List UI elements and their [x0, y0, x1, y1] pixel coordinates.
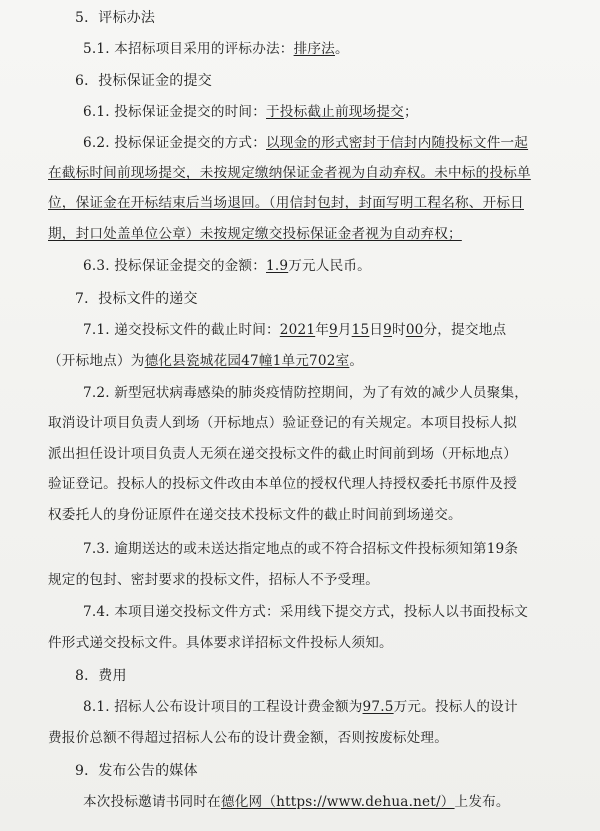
- clause-7-3-line2: 规定的包封、密封要求的投标文件，招标人不予受理。: [48, 572, 380, 588]
- clause-7-4-line1: 7.4. 本项目递交投标文件方式：采用线下提交方式，投标人以书面投标文: [83, 604, 529, 620]
- section-6-heading: 6．投标保证金的提交: [75, 73, 212, 89]
- clause-7-2-line4: 验证登记。投标人的投标文件改由本单位的授权代理人持授权委托书原件及授: [48, 476, 517, 492]
- clause-6-2-line1: 6.2. 投标保证金提交的方式：以现金的形式密封于信封内随投标文件一起: [83, 135, 529, 151]
- clause-6-2-line4: 期，封口处盖单位公章）未按规定缴交投标保证金者视为自动弃权；: [48, 226, 462, 242]
- clause-7-2-line2: 取消设计项目负责人到场（开标地点）验证登记的有关规定。本项目投标人拟: [48, 415, 517, 431]
- clause-7-2-line3: 派出担任设计项目负责人无须在递交投标文件的截止时间前到场（开标地点）: [48, 446, 517, 462]
- clause-6-2-line2: 在截标时间前现场提交，未按规定缴纳保证金者视为自动弃权。未中标的投标单: [48, 165, 531, 181]
- section-9-heading: 9．发布公告的媒体: [75, 763, 198, 779]
- clause-8-1-line1: 8.1. 招标人公布设计项目的工程设计费金额为97.5万元。投标人的设计: [83, 699, 518, 715]
- clause-7-4-line2: 件形式递交投标文件。具体要求详招标文件投标人须知。: [48, 635, 393, 651]
- clause-7-2-line5: 权委托人的身份证原件在递交技术投标文件的截止时间前到场递交。: [48, 507, 462, 523]
- clause-7-2-line1: 7.2. 新型冠状病毒感染的肺炎疫情防控期间，为了有效的减少人员聚集，: [83, 385, 529, 401]
- clause-6-2-line3: 位，保证金在开标结束后当场退回。（用信封包封，封面写明工程名称、开标日: [48, 195, 524, 211]
- clause-7-1-line2: （开标地点）为德化县瓷城花园47幢1单元702室。: [48, 353, 364, 369]
- clause-5-1: 5.1. 本招标项目采用的评标办法：排序法。: [83, 41, 349, 57]
- clause-8-1-line2: 费报价总额不得超过招标人公布的设计费金额，否则按废标处理。: [48, 730, 449, 746]
- dehua-website-link[interactable]: 德化网（https://www.dehua.net/）: [220, 794, 455, 810]
- publication-media-line: 本次投标邀请书同时在德化网（https://www.dehua.net/）上发布。: [83, 794, 510, 810]
- clause-7-3-line1: 7.3. 逾期送达的或未送达指定地点的或不符合招标文件投标须知第19条: [83, 541, 519, 557]
- section-8-heading: 8．费用: [75, 668, 127, 684]
- section-7-heading: 7．投标文件的递交: [75, 291, 198, 307]
- clause-6-3: 6.3. 投标保证金提交的金额：1.9万元人民币。: [83, 258, 371, 274]
- section-5-heading: 5．评标办法: [75, 10, 156, 26]
- clause-7-1-line1: 7.1. 递交投标文件的截止时间：2021年9月15日9时00分，提交地点: [83, 322, 507, 338]
- clause-6-1: 6.1. 投标保证金提交的时间：于投标截止前现场提交；: [83, 104, 418, 120]
